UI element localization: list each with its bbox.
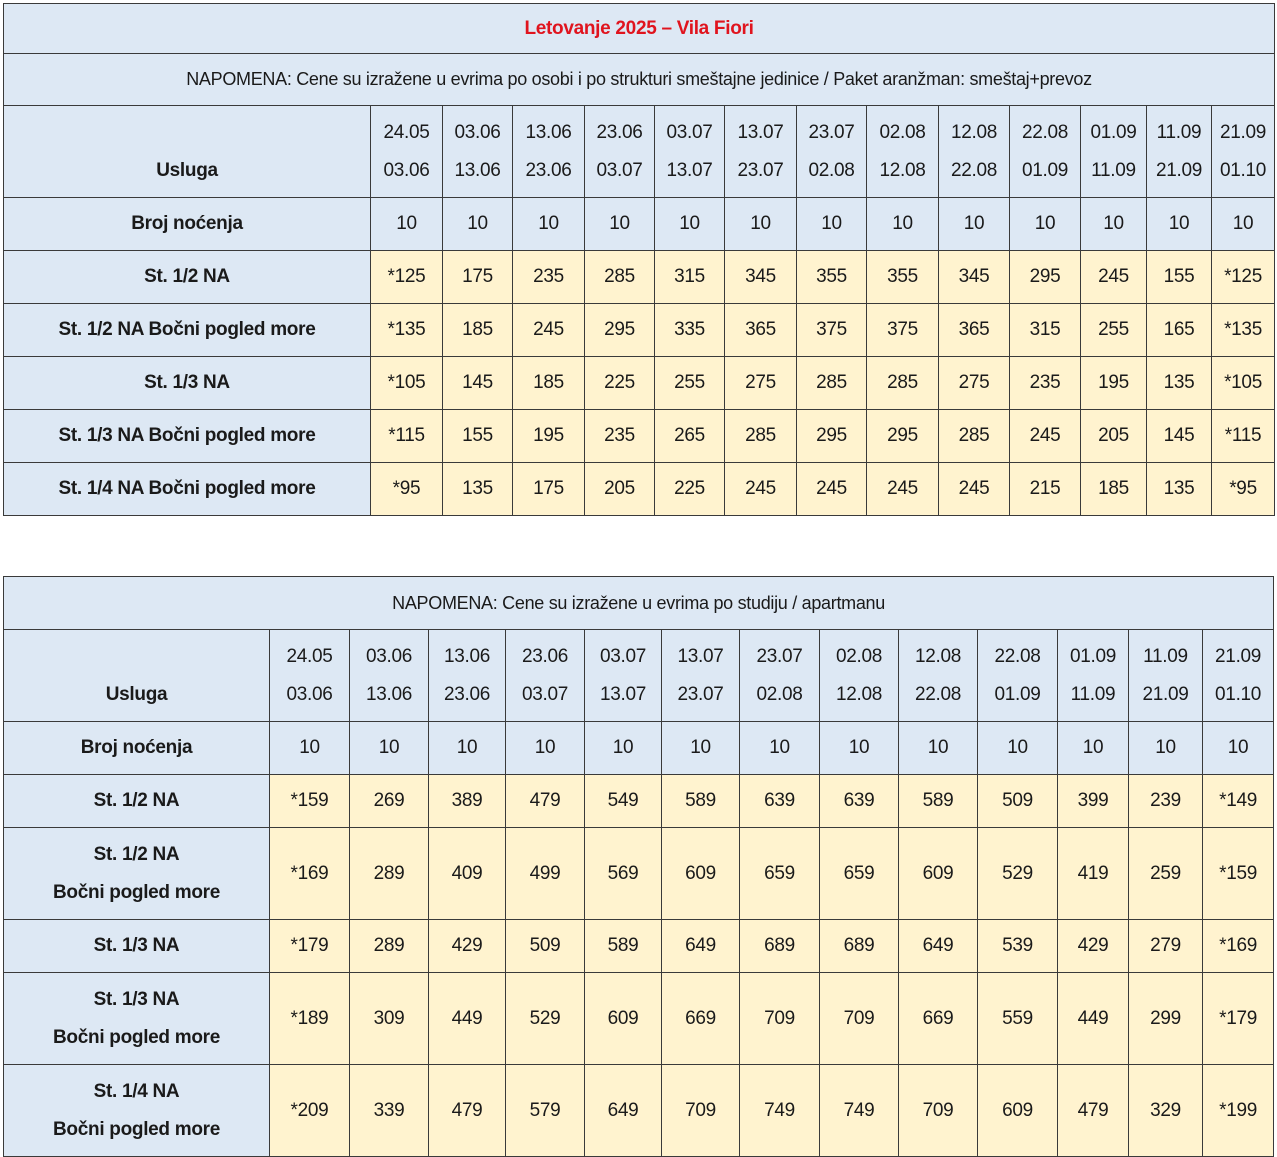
nights-value: 10 — [371, 198, 443, 251]
period-end: 02.08 — [756, 683, 803, 705]
price-cell: 289 — [350, 920, 429, 973]
price-cell: 195 — [1081, 357, 1147, 410]
period-end: 13.06 — [454, 159, 501, 181]
price-cell: 245 — [867, 463, 939, 516]
price-cell: 589 — [899, 775, 978, 828]
price-cell: 295 — [1010, 251, 1081, 304]
price-cell: 649 — [585, 1065, 662, 1157]
price-cell: 449 — [1058, 973, 1129, 1065]
price-cell: 749 — [740, 1065, 820, 1157]
table-row — [4, 920, 1274, 973]
period-end: 22.08 — [950, 159, 998, 181]
nights-value: 10 — [270, 722, 350, 775]
period-start: 01.09 — [1069, 645, 1117, 667]
period-end: 02.08 — [808, 159, 855, 181]
nights-value: 10 — [585, 722, 662, 775]
nights-value: 10 — [867, 198, 939, 251]
period-start: 24.05 — [286, 645, 333, 667]
room-type-line: St. 1/4 NA — [93, 1080, 180, 1102]
price-cell: 285 — [585, 251, 655, 304]
price-cell: 389 — [429, 775, 506, 828]
period-header — [740, 630, 820, 722]
price-cell: 365 — [725, 304, 797, 357]
price-cell: 175 — [443, 251, 513, 304]
period-start: 13.06 — [525, 121, 572, 143]
nights-value: 10 — [506, 722, 585, 775]
nights-value: 10 — [1147, 198, 1212, 251]
room-type-label — [4, 920, 270, 973]
price-cell: 285 — [939, 410, 1010, 463]
period-end: 03.07 — [521, 683, 569, 705]
table-row — [4, 828, 1274, 920]
nights-value: 10 — [1212, 198, 1275, 251]
price-cell: 639 — [740, 775, 820, 828]
room-type-label — [4, 357, 371, 410]
period-start: 11.09 — [1143, 645, 1188, 667]
period-start: 13.07 — [677, 645, 724, 667]
price-cell: 659 — [820, 828, 899, 920]
price-cell: 559 — [978, 973, 1058, 1065]
price-table-per-person — [3, 3, 1275, 516]
price-cell: *159 — [270, 775, 350, 828]
period-start: 11.09 — [1156, 121, 1202, 143]
price-cell: 479 — [1058, 1065, 1129, 1157]
period-start: 23.06 — [521, 645, 569, 667]
price-cell: 609 — [899, 828, 978, 920]
room-type-line: St. 1/2 NA — [144, 266, 230, 287]
period-end: 21.09 — [1155, 159, 1203, 181]
nights-value: 10 — [939, 198, 1010, 251]
table-row — [4, 775, 1274, 828]
price-cell: 295 — [867, 410, 939, 463]
table-row — [4, 251, 1275, 304]
service-header: Usluga — [4, 630, 270, 722]
price-cell: 195 — [513, 410, 585, 463]
price-cell: 275 — [939, 357, 1010, 410]
price-cell: 749 — [820, 1065, 899, 1157]
price-cell: 709 — [662, 1065, 740, 1157]
price-cell: 499 — [506, 828, 585, 920]
price-table-per-unit — [3, 576, 1274, 1157]
price-cell: 245 — [1010, 410, 1081, 463]
room-type-line: Bočni pogled more — [53, 881, 220, 903]
nights-value: 10 — [1058, 722, 1129, 775]
table-row — [4, 357, 1275, 410]
period-header — [1147, 106, 1212, 198]
price-cell: 335 — [655, 304, 725, 357]
nights-label: Broj noćenja — [4, 722, 270, 775]
price-cell: *115 — [1212, 410, 1275, 463]
period-start: 02.08 — [879, 121, 926, 143]
room-type-label — [4, 463, 371, 516]
price-cell: *135 — [1212, 304, 1275, 357]
nights-value: 10 — [513, 198, 585, 251]
period-start: 24.05 — [383, 121, 430, 143]
price-cell: 399 — [1058, 775, 1129, 828]
period-start: 23.07 — [808, 121, 855, 143]
room-type-line: St. 1/3 NA — [144, 372, 230, 393]
period-end: 01.09 — [994, 683, 1041, 705]
period-start: 22.08 — [1021, 121, 1069, 143]
room-type-line: St. 1/3 NA — [93, 935, 180, 956]
period-header — [506, 630, 585, 722]
price-cell: 285 — [867, 357, 939, 410]
price-cell: 205 — [585, 463, 655, 516]
period-end: 01.10 — [1215, 683, 1262, 705]
price-cell: 255 — [655, 357, 725, 410]
price-cell: 649 — [662, 920, 740, 973]
price-cell: 315 — [655, 251, 725, 304]
table-note: NAPOMENA: Cene su izražene u evrima po studiju / apartmanu — [4, 577, 1274, 630]
price-cell: 315 — [1010, 304, 1081, 357]
price-cell: 429 — [429, 920, 506, 973]
room-type-line: St. 1/3 NA Bočni pogled more — [58, 425, 316, 446]
price-cell: 279 — [1129, 920, 1203, 973]
period-end: 23.07 — [677, 683, 724, 705]
period-start: 03.06 — [454, 121, 501, 143]
price-cell: 589 — [585, 920, 662, 973]
price-cell: 649 — [899, 920, 978, 973]
period-start: 12.08 — [950, 121, 998, 143]
period-header — [1081, 106, 1147, 198]
price-cell: 689 — [820, 920, 899, 973]
nights-value: 10 — [978, 722, 1058, 775]
period-end: 01.09 — [1021, 159, 1069, 181]
price-cell: *199 — [1203, 1065, 1274, 1157]
price-cell: *105 — [371, 357, 443, 410]
period-end: 11.09 — [1091, 159, 1136, 181]
room-type-line: St. 1/2 NA — [93, 790, 180, 811]
price-cell: 285 — [725, 410, 797, 463]
price-cell: 255 — [1081, 304, 1147, 357]
price-cell: 589 — [662, 775, 740, 828]
table-note: NAPOMENA: Cene su izražene u evrima po osobi i po strukturi smeštajne jedinice / Paket aranžman: smeštaj+prevoz — [4, 54, 1275, 106]
price-cell: 295 — [797, 410, 867, 463]
price-cell: 709 — [899, 1065, 978, 1157]
price-cell: *125 — [371, 251, 443, 304]
price-cell: 669 — [899, 973, 978, 1065]
room-type-label — [4, 410, 371, 463]
price-cell: 135 — [443, 463, 513, 516]
price-cell: 145 — [443, 357, 513, 410]
nights-value: 10 — [1081, 198, 1147, 251]
price-cell: 185 — [513, 357, 585, 410]
price-cell: *169 — [270, 828, 350, 920]
room-type-label — [4, 304, 371, 357]
period-start: 23.07 — [756, 645, 803, 667]
price-cell: *169 — [1203, 920, 1274, 973]
nights-value: 10 — [797, 198, 867, 251]
period-header — [662, 630, 740, 722]
price-cell: 529 — [506, 973, 585, 1065]
price-cell: *149 — [1203, 775, 1274, 828]
period-header — [939, 106, 1010, 198]
price-cell: 239 — [1129, 775, 1203, 828]
price-cell: 375 — [797, 304, 867, 357]
nights-value: 10 — [655, 198, 725, 251]
period-end: 23.06 — [525, 159, 572, 181]
period-start: 03.06 — [365, 645, 413, 667]
period-end: 03.06 — [286, 683, 333, 705]
price-cell: 345 — [725, 251, 797, 304]
room-type-line: St. 1/4 NA Bočni pogled more — [58, 478, 316, 499]
period-start: 21.09 — [1220, 121, 1267, 143]
price-cell: 225 — [655, 463, 725, 516]
table-row — [4, 463, 1275, 516]
room-type-line: St. 1/2 NA Bočni pogled more — [58, 319, 316, 340]
period-start: 13.07 — [737, 121, 784, 143]
price-cell: 235 — [513, 251, 585, 304]
price-cell: 669 — [662, 973, 740, 1065]
room-type-line: Bočni pogled more — [53, 1118, 220, 1140]
period-end: 23.07 — [737, 159, 784, 181]
room-type-label — [4, 251, 371, 304]
period-header — [585, 630, 662, 722]
price-cell: 185 — [1081, 463, 1147, 516]
period-end: 11.09 — [1070, 683, 1116, 705]
period-start: 22.08 — [994, 645, 1041, 667]
price-cell: 549 — [585, 775, 662, 828]
period-header — [350, 630, 429, 722]
price-cell: *209 — [270, 1065, 350, 1157]
nights-value: 10 — [585, 198, 655, 251]
price-cell: 235 — [1010, 357, 1081, 410]
price-cell: 135 — [1147, 463, 1212, 516]
price-cell: 509 — [978, 775, 1058, 828]
price-cell: 375 — [867, 304, 939, 357]
price-cell: 155 — [443, 410, 513, 463]
price-cell: 689 — [740, 920, 820, 973]
price-cell: *95 — [1212, 463, 1275, 516]
price-cell: 329 — [1129, 1065, 1203, 1157]
period-start: 02.08 — [835, 645, 883, 667]
period-header — [1203, 630, 1274, 722]
price-cell: *179 — [270, 920, 350, 973]
nights-label: Broj noćenja — [4, 198, 371, 251]
price-cell: 269 — [350, 775, 429, 828]
price-cell: 299 — [1129, 973, 1203, 1065]
price-cell: 345 — [939, 251, 1010, 304]
room-type-line: St. 1/2 NA — [93, 843, 180, 865]
price-cell: *179 — [1203, 973, 1274, 1065]
room-type-label — [4, 973, 270, 1065]
nights-value: 10 — [1129, 722, 1203, 775]
period-header — [443, 106, 513, 198]
price-cell: 235 — [585, 410, 655, 463]
price-cell: 609 — [585, 973, 662, 1065]
period-end: 13.07 — [666, 159, 713, 181]
period-start: 03.07 — [599, 645, 647, 667]
price-cell: 609 — [978, 1065, 1058, 1157]
price-cell: 295 — [585, 304, 655, 357]
price-cell: 289 — [350, 828, 429, 920]
price-cell: 155 — [1147, 251, 1212, 304]
price-cell: *115 — [371, 410, 443, 463]
table-row — [4, 973, 1274, 1065]
period-header — [429, 630, 506, 722]
period-end: 23.06 — [443, 683, 491, 705]
period-header — [1058, 630, 1129, 722]
period-end: 21.09 — [1142, 683, 1189, 705]
price-cell: 285 — [797, 357, 867, 410]
price-cell: 165 — [1147, 304, 1212, 357]
period-header — [371, 106, 443, 198]
period-header — [513, 106, 585, 198]
price-cell: 539 — [978, 920, 1058, 973]
price-cell: 509 — [506, 920, 585, 973]
price-cell: 185 — [443, 304, 513, 357]
table-row — [4, 410, 1275, 463]
price-cell: 339 — [350, 1065, 429, 1157]
nights-value: 10 — [350, 722, 429, 775]
price-cell: 579 — [506, 1065, 585, 1157]
period-end: 12.08 — [835, 683, 883, 705]
period-header — [978, 630, 1058, 722]
price-cell: 709 — [740, 973, 820, 1065]
price-cell: 215 — [1010, 463, 1081, 516]
price-cell: 245 — [1081, 251, 1147, 304]
price-cell: 205 — [1081, 410, 1147, 463]
price-cell: 265 — [655, 410, 725, 463]
period-end: 12.08 — [879, 159, 926, 181]
period-end: 13.07 — [599, 683, 647, 705]
period-header — [820, 630, 899, 722]
price-cell: 529 — [978, 828, 1058, 920]
period-end: 13.06 — [365, 683, 413, 705]
period-header — [655, 106, 725, 198]
price-cell: 479 — [429, 1065, 506, 1157]
period-end: 01.10 — [1220, 159, 1267, 181]
service-header: Usluga — [4, 106, 371, 198]
price-cell: 449 — [429, 973, 506, 1065]
price-cell: *125 — [1212, 251, 1275, 304]
table-row — [4, 304, 1275, 357]
room-type-label — [4, 828, 270, 920]
period-header — [867, 106, 939, 198]
table-title: Letovanje 2025 – Vila Fiori — [4, 4, 1275, 54]
period-start: 23.06 — [596, 121, 643, 143]
room-type-label — [4, 775, 270, 828]
price-cell: 135 — [1147, 357, 1212, 410]
period-header — [1129, 630, 1203, 722]
price-cell: 245 — [939, 463, 1010, 516]
price-cell: 479 — [506, 775, 585, 828]
period-header — [1212, 106, 1275, 198]
price-cell: 259 — [1129, 828, 1203, 920]
period-header — [270, 630, 350, 722]
price-cell: 245 — [725, 463, 797, 516]
room-type-line: St. 1/3 NA — [93, 988, 180, 1010]
period-end: 03.06 — [383, 159, 430, 181]
nights-value: 10 — [740, 722, 820, 775]
table-row — [4, 1065, 1274, 1157]
period-start: 03.07 — [666, 121, 713, 143]
price-cell: 225 — [585, 357, 655, 410]
nights-value: 10 — [429, 722, 506, 775]
price-cell: 175 — [513, 463, 585, 516]
price-cell: *189 — [270, 973, 350, 1065]
period-header — [1010, 106, 1081, 198]
period-start: 01.09 — [1090, 121, 1137, 143]
price-cell: *159 — [1203, 828, 1274, 920]
room-type-label — [4, 1065, 270, 1157]
price-cell: 355 — [867, 251, 939, 304]
price-cell: 569 — [585, 828, 662, 920]
price-cell: 429 — [1058, 920, 1129, 973]
period-start: 12.08 — [914, 645, 962, 667]
period-header — [797, 106, 867, 198]
nights-value: 10 — [725, 198, 797, 251]
price-cell: 639 — [820, 775, 899, 828]
nights-value: 10 — [1203, 722, 1274, 775]
nights-value: 10 — [662, 722, 740, 775]
price-cell: 659 — [740, 828, 820, 920]
price-cell: 419 — [1058, 828, 1129, 920]
price-cell: 409 — [429, 828, 506, 920]
nights-value: 10 — [1010, 198, 1081, 251]
price-cell: *95 — [371, 463, 443, 516]
period-start: 13.06 — [443, 645, 491, 667]
period-header — [725, 106, 797, 198]
period-end: 03.07 — [596, 159, 643, 181]
nights-value: 10 — [443, 198, 513, 251]
price-cell: 245 — [797, 463, 867, 516]
price-cell: 245 — [513, 304, 585, 357]
price-cell: 365 — [939, 304, 1010, 357]
price-cell: *105 — [1212, 357, 1275, 410]
price-cell: 145 — [1147, 410, 1212, 463]
nights-value: 10 — [899, 722, 978, 775]
price-cell: 309 — [350, 973, 429, 1065]
period-header — [585, 106, 655, 198]
price-cell: 355 — [797, 251, 867, 304]
period-start: 21.09 — [1215, 645, 1262, 667]
nights-value: 10 — [820, 722, 899, 775]
price-cell: *135 — [371, 304, 443, 357]
period-header — [899, 630, 978, 722]
period-end: 22.08 — [914, 683, 962, 705]
room-type-line: Bočni pogled more — [53, 1026, 220, 1048]
price-cell: 609 — [662, 828, 740, 920]
price-cell: 275 — [725, 357, 797, 410]
price-cell: 709 — [820, 973, 899, 1065]
